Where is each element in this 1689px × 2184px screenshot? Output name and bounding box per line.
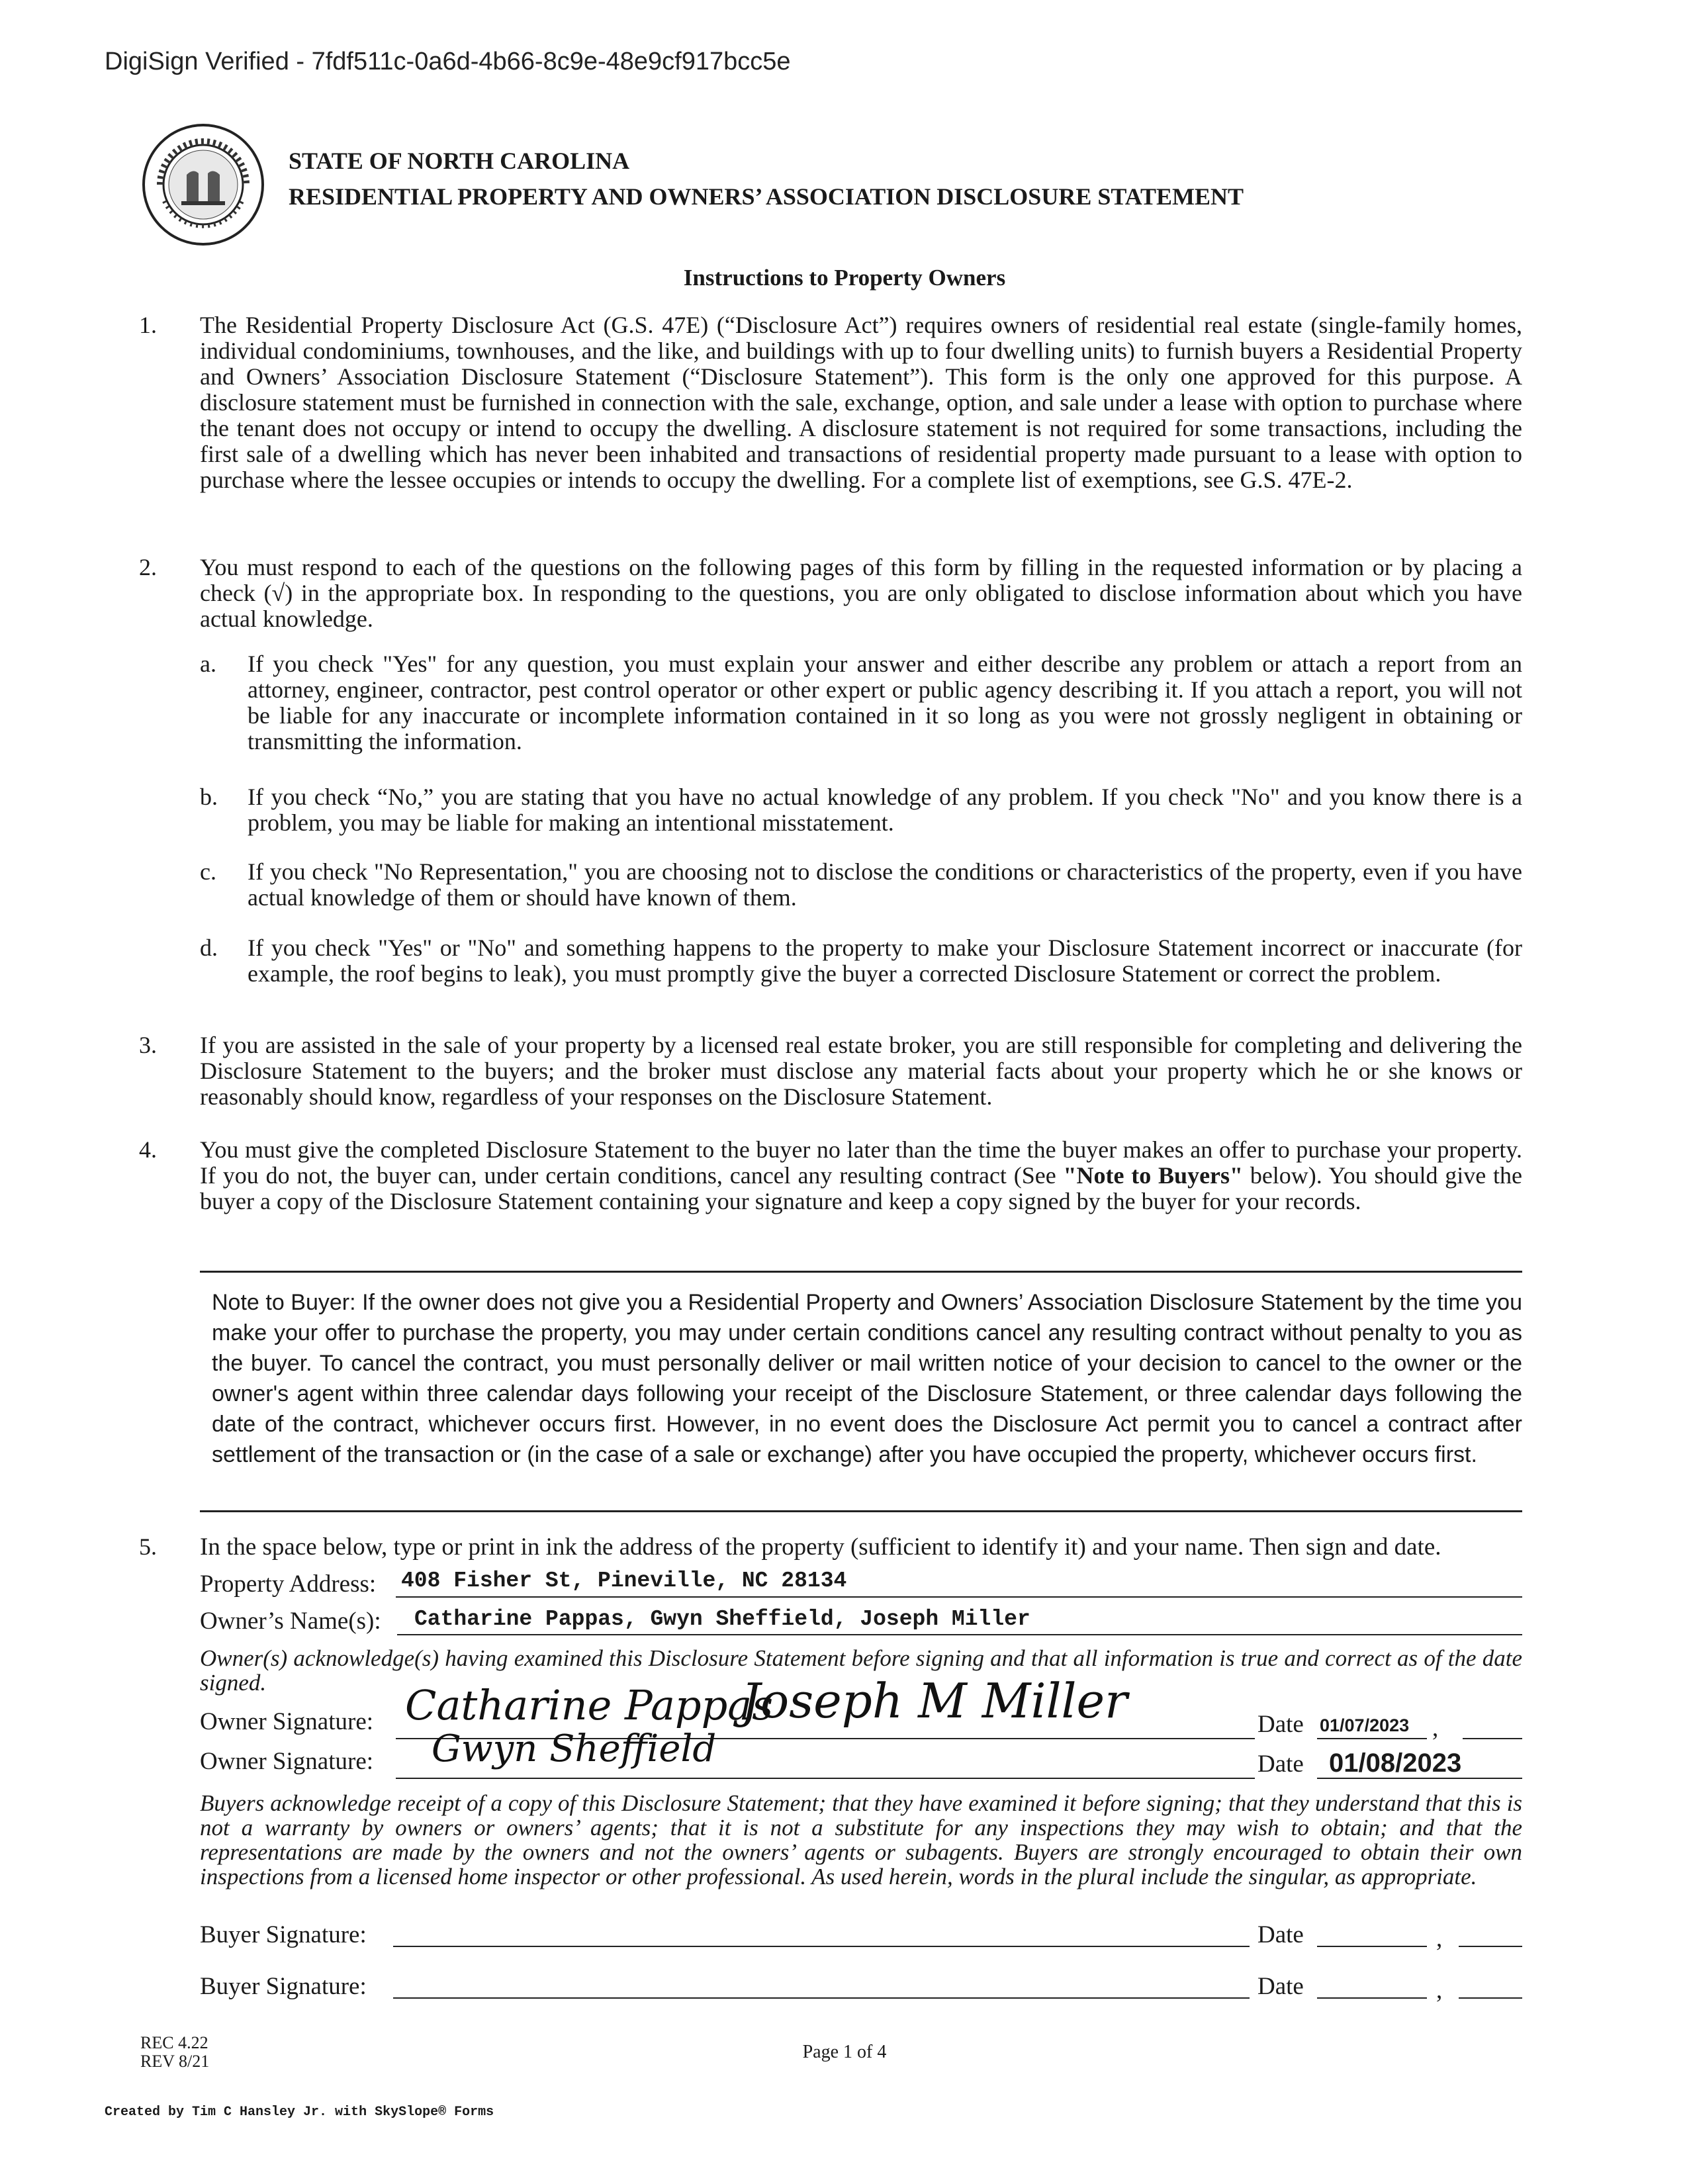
owner-signature-2-date-label: Date — [1257, 1751, 1304, 1778]
item-2-number: 2. — [139, 554, 157, 580]
buyer-signature-1-date-sep: , — [1436, 1925, 1443, 1952]
item-1-text: The Residential Property Disclosure Act (G.S. 47E) (“Disclosure Act”) requires owners of residential real estate (single-family homes, individual condominiums, townhouses, and the like, and buildings with up to four dwelling units) to furnish buyers a Residential Property and Owners’ Association Disclosure Statement (“Disclosure Statement”). This form is the only one approved for this purpose. A disclosure statement must be furnished in connection with the sale, exchange, option, and sale under a lease with option to purchase where the tenant does not occupy or intend to occupy the dwelling. A disclosure statement is not required for some transactions, including the first sale of a dwelling which has never been inhabited and transactions of residential property made pursuant to a lease with option to purchase where the lessee occupies or intends to occupy the dwelling. For a complete list of exemptions, see G.S. 47E-2. — [200, 312, 1522, 493]
item-3-number: 3. — [139, 1032, 157, 1058]
item-2b-text: If you check “No,” you are stating that you have no actual knowledge of any problem. If you check "No" and you know there is a problem, you may be liable for making an intentional misstatement. — [248, 784, 1522, 836]
property-address-label: Property Address: — [200, 1570, 377, 1598]
buyer-signature-2-date-sep: , — [1436, 1977, 1443, 2004]
owner-signature-1-pappas[interactable]: Catharine Pappas — [405, 1681, 774, 1729]
item-2a-letter: a. — [200, 651, 216, 677]
item-1-number: 1. — [139, 312, 157, 338]
owner-signature-2-date[interactable]: 01/08/2023 — [1329, 1749, 1462, 1778]
buyer-signature-2-line[interactable] — [393, 1997, 1250, 1999]
owner-signature-1-label: Owner Signature: — [200, 1708, 374, 1735]
item-5-text: In the space below, type or print in ink the address of the property (sufficient to identify it) and your name. Then sign and date. — [200, 1533, 1441, 1561]
owner-signature-1-year-line — [1463, 1738, 1522, 1739]
item-4-text: You must give the completed Disclosure Statement to the buyer no later than the time the buyer makes an offer to purchase your property. If you do not, the buyer can, under certain conditions, cancel any resulting contract (See "Note to Buyers" below). You should give the buyer a copy of the Disclosure Statement containing your signature and keep a copy signed by the buyer for your records. — [200, 1136, 1523, 1214]
buyer-acknowledgment: Buyers acknowledge receipt of a copy of this Disclosure Statement; that they have examined it before signing; that they understand that this is not a warranty by owners or owners’ agents; that it is not a substitute for any inspections they may wish to obtain; and that the representations are made by the owners and not the owners’ agents or subagents. Buyers are strongly encouraged to obtain their own inspections from a licensed home inspector or other professional. As used herein, words in the plural include the singular, as appropriate. — [200, 1790, 1522, 1889]
owner-names-label: Owner’s Name(s): — [200, 1608, 381, 1635]
header-title: RESIDENTIAL PROPERTY AND OWNERS’ ASSOCIATION DISCLOSURE STATEMENT — [289, 183, 1244, 210]
owner-names-line — [397, 1634, 1522, 1635]
buyer-signature-2-date-label: Date — [1257, 1973, 1304, 2000]
note-bottom-rule — [200, 1510, 1522, 1512]
buyer-signature-2-date-line[interactable] — [1317, 1997, 1427, 1999]
item-2-text: You must respond to each of the questions on the following pages of this form by filling in the requested information or by placing a check (√) in the appropriate box. In responding to the questions, you are only obligated to disclose information about which you have actual knowledge. — [200, 554, 1522, 632]
owner-signature-2-date-line — [1317, 1778, 1522, 1779]
owner-signature-1-date-label: Date — [1257, 1711, 1304, 1738]
owner-names-value[interactable]: Catharine Pappas, Gwyn Sheffield, Joseph Miller — [414, 1607, 1030, 1631]
item-2c-text: If you check "No Representation," you are choosing not to disclose the conditions or characteristics of the property, even if you have actual knowledge of them or should have known of them. — [248, 858, 1522, 911]
item-2d-letter: d. — [200, 934, 218, 961]
item-2b-letter: b. — [200, 784, 218, 810]
buyer-signature-2-label: Buyer Signature: — [200, 1973, 367, 2000]
buyer-signature-1-year-line[interactable] — [1459, 1946, 1522, 1947]
created-by-footer: Created by Tim C Hansley Jr. with SkySlope® Forms — [105, 2105, 494, 2120]
owner-signature-2-label: Owner Signature: — [200, 1748, 374, 1775]
owner-acknowledgment: Owner(s) acknowledge(s) having examined this Disclosure Statement before signing and that all information is true and correct as of the date signed. — [200, 1645, 1522, 1696]
owner-signature-1-date[interactable]: 01/07/2023 — [1320, 1715, 1410, 1735]
page-number: Page 1 of 4 — [802, 2042, 887, 2062]
form-rev-code: REV 8/21 — [140, 2052, 210, 2071]
item-3-text: If you are assisted in the sale of your property by a licensed real estate broker, you are still responsible for completing and delivering the Disclosure Statement to the buyers; and the broker must disclose any material facts about your property which he or she knows or reasonably should know, regardless of your responses on the Disclosure Statement. — [200, 1032, 1522, 1110]
item-4-number: 4. — [139, 1136, 157, 1163]
owner-signature-2-sheffield[interactable]: Gwyn Sheffield — [432, 1727, 717, 1770]
form-rec-code: REC 4.22 — [140, 2033, 208, 2052]
item-2c-letter: c. — [200, 858, 216, 885]
note-to-buyer: Note to Buyer: If the owner does not give you a Residential Property and Owners’ Association Disclosure Statement by the time you make your offer to purchase the property, you may under certain conditions cancel any resulting contract without penalty to you as the buyer. To cancel the contract, you must personally deliver or mail written notice of your decision to cancel to the owner or the owner's agent within three calendar days following your receipt of the Disclosure Statement, or three calendar days following the date of the contract, whichever occurs first. However, in no event does the Disclosure Act permit you to cancel a contract after settlement of the transaction or (in the case of a sale or exchange) after you have occupied the property, whichever occurs first. — [212, 1290, 1522, 1467]
note-top-rule — [200, 1271, 1522, 1273]
header-state: STATE OF NORTH CAROLINA — [289, 148, 630, 174]
property-address-value[interactable]: 408 Fisher St, Pineville, NC 28134 — [401, 1569, 847, 1593]
buyer-signature-1-label: Buyer Signature: — [200, 1921, 367, 1948]
buyer-signature-2-year-line[interactable] — [1459, 1997, 1522, 1999]
buyer-signature-1-date-label: Date — [1257, 1921, 1304, 1948]
nc-real-estate-commission-seal-icon — [140, 122, 266, 248]
instructions-title: Instructions to Property Owners — [683, 265, 1006, 291]
owner-signature-2-line — [396, 1778, 1255, 1779]
item-2a-text: If you check "Yes" for any question, you must explain your answer and either describe any problem or attach a report from an attorney, engineer, contractor, pest control operator or other expert or public agency describing it. If you attach a report, you will not be liable for any inaccurate or incomplete information contained in it so long as you were not grossly negligent in obtaining or transmitting the information. — [248, 651, 1522, 754]
digisign-verified-stamp: DigiSign Verified - 7fdf511c-0a6d-4b66-8c9e-48e9cf917bcc5e — [105, 48, 791, 75]
note-to-buyers-ref: "Note to Buyers" — [1063, 1162, 1244, 1189]
buyer-signature-1-date-line[interactable] — [1317, 1946, 1427, 1947]
owner-signature-1-miller[interactable]: Joseph M Miller — [741, 1673, 1128, 1729]
owner-signature-1-date-line — [1317, 1738, 1427, 1739]
item-5-number: 5. — [139, 1533, 157, 1560]
owner-signature-1-date-sep: , — [1432, 1715, 1439, 1742]
item-2d-text: If you check "Yes" or "No" and something happens to the property to make your Disclosure Statement incorrect or inaccurate (for example, the roof begins to leak), you must promptly give the buyer a corrected Disclosure Statement or correct the problem. — [248, 934, 1522, 987]
form-header — [289, 143, 1244, 214]
property-address-line — [396, 1596, 1522, 1598]
buyer-signature-1-line[interactable] — [393, 1946, 1250, 1947]
